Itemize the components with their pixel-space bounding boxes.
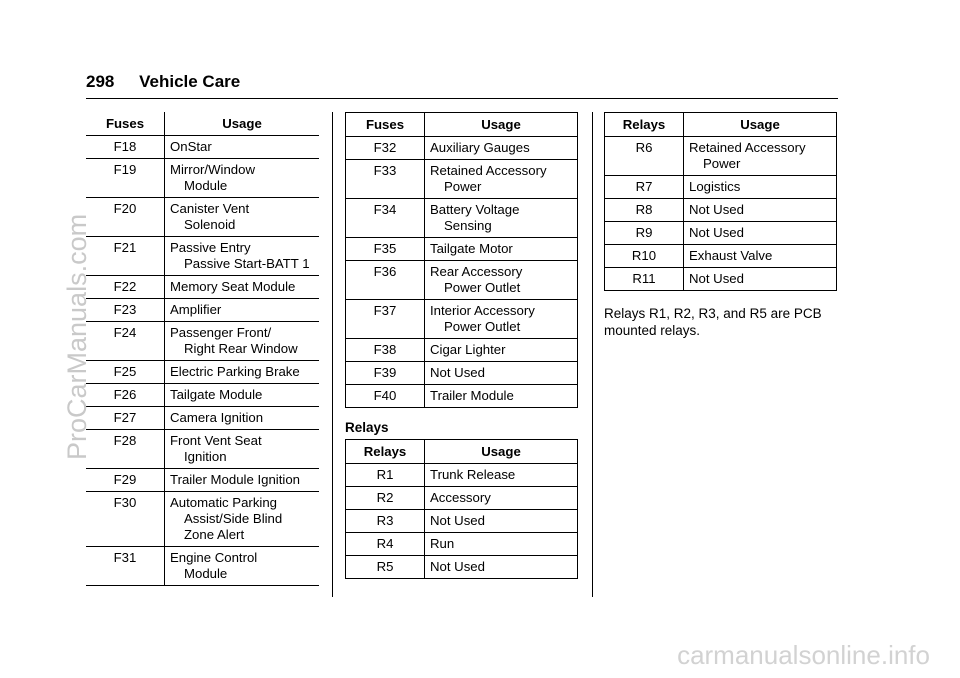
table-row <box>346 385 578 408</box>
row-usage <box>165 237 320 276</box>
row-id: F34 <box>346 199 425 238</box>
usage-line: Not Used <box>430 559 485 574</box>
row-id: F26 <box>86 384 165 407</box>
usage-line: Tailgate Motor <box>430 241 513 256</box>
relay-note: Relays R1, R2, R3, and R5 are PCB mounted relays. <box>604 306 822 338</box>
header-relays: Relays <box>605 113 684 137</box>
row-usage <box>425 137 578 160</box>
row-id: R3 <box>346 510 425 533</box>
usage-line: OnStar <box>170 139 212 154</box>
usage-line: Canister Vent <box>170 201 250 216</box>
row-usage <box>425 533 578 556</box>
table-row <box>605 268 837 291</box>
table-row <box>86 407 319 430</box>
usage-line: Tailgate Module <box>170 387 263 402</box>
table-row <box>605 176 837 199</box>
usage-line-continued: Assist/Side Blind Zone Alert <box>184 511 283 542</box>
page-header <box>86 72 240 92</box>
row-usage <box>425 556 578 579</box>
table-row <box>346 199 578 238</box>
table-row <box>605 222 837 245</box>
page-title: Vehicle Care <box>139 72 241 91</box>
table-row <box>346 160 578 199</box>
row-id: F19 <box>86 159 165 198</box>
row-id: F21 <box>86 237 165 276</box>
row-usage <box>165 469 320 492</box>
header-usage: Usage <box>425 113 578 137</box>
usage-line-continued: Solenoid <box>184 217 236 232</box>
column-2 <box>345 112 578 579</box>
usage-line: Not Used <box>689 202 744 217</box>
relay-table-2 <box>604 112 837 291</box>
usage-line-continued: Module <box>184 178 228 193</box>
usage-line: Trunk Release <box>430 467 516 482</box>
row-id: F18 <box>86 136 165 159</box>
table-row <box>605 245 837 268</box>
row-id: R1 <box>346 464 425 487</box>
table-row <box>86 430 319 469</box>
usage-line: Trailer Module <box>430 388 514 403</box>
column-3 <box>604 112 837 339</box>
table-row <box>346 487 578 510</box>
usage-line-continued: Module <box>184 566 228 581</box>
usage-line: Battery Voltage <box>430 202 520 217</box>
page-number: 298 <box>86 72 115 91</box>
footer-watermark: carmanualsonline.info <box>677 640 930 670</box>
usage-line: Camera Ignition <box>170 410 264 425</box>
table-row <box>86 492 319 547</box>
fuse-table-1 <box>86 112 319 586</box>
usage-line: Cigar Lighter <box>430 342 506 357</box>
column-divider <box>592 112 593 597</box>
row-usage <box>165 136 320 159</box>
usage-line: Accessory <box>430 490 491 505</box>
header-usage: Usage <box>684 113 837 137</box>
table-row <box>346 556 578 579</box>
table-row <box>605 199 837 222</box>
usage-line: Retained Accessory <box>689 140 806 155</box>
row-id: F20 <box>86 198 165 237</box>
usage-line: Not Used <box>689 271 744 286</box>
table-row <box>86 276 319 299</box>
table-row <box>86 322 319 361</box>
row-usage <box>165 547 320 586</box>
usage-line: Memory Seat Module <box>170 279 296 294</box>
row-id: R5 <box>346 556 425 579</box>
table-row <box>346 137 578 160</box>
row-usage <box>165 384 320 407</box>
row-id: R9 <box>605 222 684 245</box>
header-usage: Usage <box>165 112 320 136</box>
usage-line: Not Used <box>430 513 485 528</box>
row-usage <box>165 299 320 322</box>
header-rule <box>86 98 838 99</box>
usage-line-continued: Power <box>444 179 482 194</box>
column-1 <box>86 112 319 586</box>
table-row <box>346 464 578 487</box>
row-id: R8 <box>605 199 684 222</box>
row-id: R4 <box>346 533 425 556</box>
row-id: F35 <box>346 238 425 261</box>
relays-heading: Relays <box>345 420 389 435</box>
usage-line: Front Vent Seat <box>170 433 262 448</box>
usage-line-continued: Right Rear Window <box>184 341 298 356</box>
row-usage <box>684 245 837 268</box>
usage-line-continued: Power <box>703 156 741 171</box>
header-fuses: Fuses <box>86 112 165 136</box>
usage-line: Mirror/Window <box>170 162 255 177</box>
row-usage <box>684 137 837 176</box>
row-usage <box>165 361 320 384</box>
usage-line: Exhaust Valve <box>689 248 773 263</box>
table-row <box>346 362 578 385</box>
table-row <box>346 238 578 261</box>
row-id: F22 <box>86 276 165 299</box>
row-usage <box>165 198 320 237</box>
usage-line: Automatic Parking <box>170 495 278 510</box>
usage-line-continued: Passive Start-BATT 1 <box>184 256 310 271</box>
row-id: R11 <box>605 268 684 291</box>
row-usage <box>684 176 837 199</box>
table-row <box>86 469 319 492</box>
row-id: F37 <box>346 300 425 339</box>
row-usage <box>425 160 578 199</box>
usage-line: Passenger Front/ <box>170 325 272 340</box>
table-row <box>346 261 578 300</box>
header-relays: Relays <box>346 440 425 464</box>
row-id: R2 <box>346 487 425 510</box>
row-id: F38 <box>346 339 425 362</box>
table-row <box>86 159 319 198</box>
header-usage: Usage <box>425 440 578 464</box>
row-id: F31 <box>86 547 165 586</box>
table-row <box>86 384 319 407</box>
header-fuses: Fuses <box>346 113 425 137</box>
fuse-table-2 <box>345 112 578 408</box>
row-usage <box>425 385 578 408</box>
row-usage <box>425 199 578 238</box>
row-usage <box>165 430 320 469</box>
usage-line: Trailer Module Ignition <box>170 472 300 487</box>
table-row <box>86 299 319 322</box>
usage-line: Run <box>430 536 455 551</box>
row-usage <box>165 159 320 198</box>
row-usage <box>425 487 578 510</box>
table-row <box>346 510 578 533</box>
row-usage <box>425 464 578 487</box>
table-row <box>86 136 319 159</box>
row-usage <box>425 300 578 339</box>
table-row <box>346 300 578 339</box>
row-usage <box>425 510 578 533</box>
row-usage <box>165 492 320 547</box>
table-row <box>346 533 578 556</box>
column-divider <box>332 112 333 597</box>
usage-line: Auxiliary Gauges <box>430 140 530 155</box>
table-row <box>86 547 319 586</box>
usage-line: Rear Accessory <box>430 264 523 279</box>
table-row <box>86 361 319 384</box>
row-id: F27 <box>86 407 165 430</box>
row-id: R7 <box>605 176 684 199</box>
usage-line: Amplifier <box>170 302 222 317</box>
usage-line: Logistics <box>689 179 741 194</box>
usage-line-continued: Power Outlet <box>444 319 521 334</box>
relay-table-1 <box>345 439 578 579</box>
table-row <box>86 237 319 276</box>
row-id: F28 <box>86 430 165 469</box>
usage-line: Electric Parking Brake <box>170 364 300 379</box>
row-id: F30 <box>86 492 165 547</box>
row-id: F36 <box>346 261 425 300</box>
row-id: F32 <box>346 137 425 160</box>
side-watermark: ProCarManuals.com <box>62 213 92 460</box>
row-id: F24 <box>86 322 165 361</box>
row-id: R6 <box>605 137 684 176</box>
row-usage <box>425 362 578 385</box>
row-usage <box>684 199 837 222</box>
row-usage <box>425 339 578 362</box>
usage-line: Interior Accessory <box>430 303 535 318</box>
table-row <box>605 137 837 176</box>
table-row <box>86 198 319 237</box>
row-usage <box>165 322 320 361</box>
row-id: F25 <box>86 361 165 384</box>
row-usage <box>425 261 578 300</box>
row-id: F39 <box>346 362 425 385</box>
row-usage <box>165 407 320 430</box>
usage-line-continued: Power Outlet <box>444 280 521 295</box>
usage-line: Engine Control <box>170 550 258 565</box>
row-id: F40 <box>346 385 425 408</box>
usage-line: Not Used <box>430 365 485 380</box>
row-id: R10 <box>605 245 684 268</box>
row-usage <box>165 276 320 299</box>
row-usage <box>684 222 837 245</box>
usage-line-continued: Sensing <box>444 218 492 233</box>
row-id: F29 <box>86 469 165 492</box>
row-id: F33 <box>346 160 425 199</box>
row-usage <box>425 238 578 261</box>
usage-line: Not Used <box>689 225 744 240</box>
row-id: F23 <box>86 299 165 322</box>
usage-line: Retained Accessory <box>430 163 547 178</box>
usage-line-continued: Ignition <box>184 449 227 464</box>
table-row <box>346 339 578 362</box>
row-usage <box>684 268 837 291</box>
usage-line: Passive Entry <box>170 240 251 255</box>
